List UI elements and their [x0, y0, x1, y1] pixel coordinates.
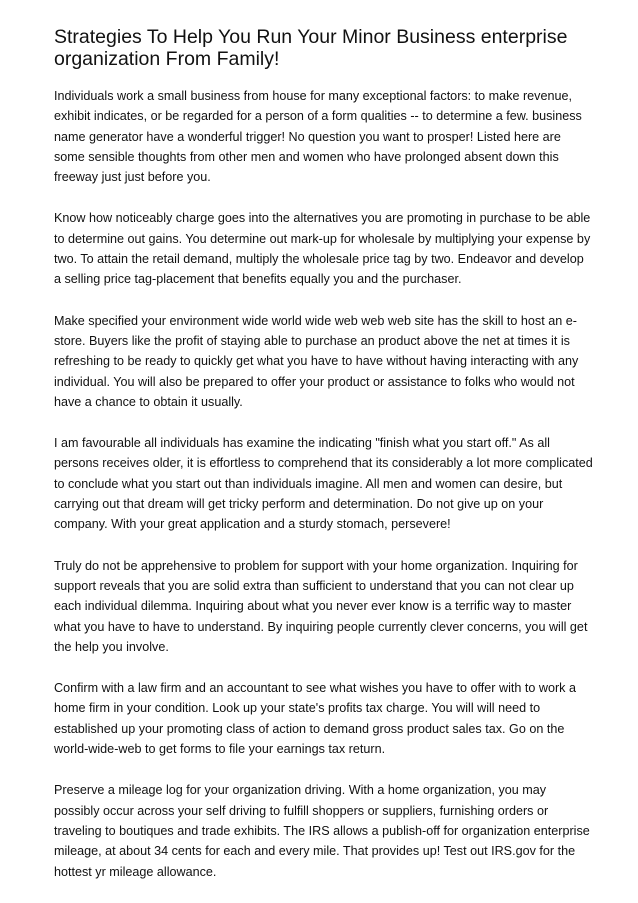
- document-title: Strategies To Help You Run Your Minor Business enterprise organization From Family!: [54, 26, 568, 70]
- paragraph: Confirm with a law firm and an accountant to see what wishes you have to offer with to work a home firm in your condition. Look up your state's profits tax charge. You will will need to established up your promoting class of action to demand gross product sales tax. Go on the world-wide-web to get forms to file your earnings tax return.: [54, 681, 576, 757]
- paragraph: Truly do not be apprehensive to problem for support with your home organization. Inquiring for support reveals that you are solid extra than sufficient to understand that you can not clear up each individual dilemma. Inquiring about what you never ever know is a terrific way to master what you have to have to understand. By inquiring people currently clever concerns, you will get the help you involve.: [54, 558, 588, 654]
- document-page: [54, 26, 594, 903]
- paragraph: Make specified your environment wide world wide web web web site has the skill to host an e-store. Buyers like the profit of staying able to purchase an product above the net at times it is refreshing to be ready to quickly get what you have to have without having interacting with any individual. You will also be prepared to offer your product or assistance to folks who would not have a chance to obtain it usually.: [54, 313, 579, 409]
- paragraph: Know how noticeably charge goes into the alternatives you are promoting in purchase to be able to determine out gains. You determine out mark-up for wholesale by multiplying your expense by two. To attain the retail demand, multiply the wholesale price tag by two. Endeavor and develop a selling price tag-placement that benefits equally you and the purchaser.: [54, 211, 591, 287]
- paragraph: I am favourable all individuals has examine the indicating "finish what you start off." As all persons receives older, it is effortless to comprehend that its considerably a lot more complicated to conclude what you start out than individuals imagine. All men and women can desire, but carrying out that dream will get tricky perform and determination. Do not give up on your company. With your great application and a sturdy stomach, persevere!: [54, 436, 593, 532]
- paragraph: Individuals work a small business from house for many exceptional factors: to make revenue, exhibit indicates, or be regarded for a person of a form qualities -- to determine a few. business name generator have a wonderful trigger! No question you want to prosper! Listed here are some sensible thoughts from other men and women who have prolonged absent down this freeway just just before you.: [54, 89, 582, 185]
- paragraph: Preserve a mileage log for your organization driving. With a home organization, you may possibly occur across your self driving to fulfill shoppers or suppliers, furnishing orders or traveling to boutiques and trade exhibits. The IRS allows a publish-off for organization enterprise mileage, at about 34 cents for each and every mile. That provides up! Test out IRS.gov for the hottest yr mileage allowance.: [54, 783, 590, 879]
